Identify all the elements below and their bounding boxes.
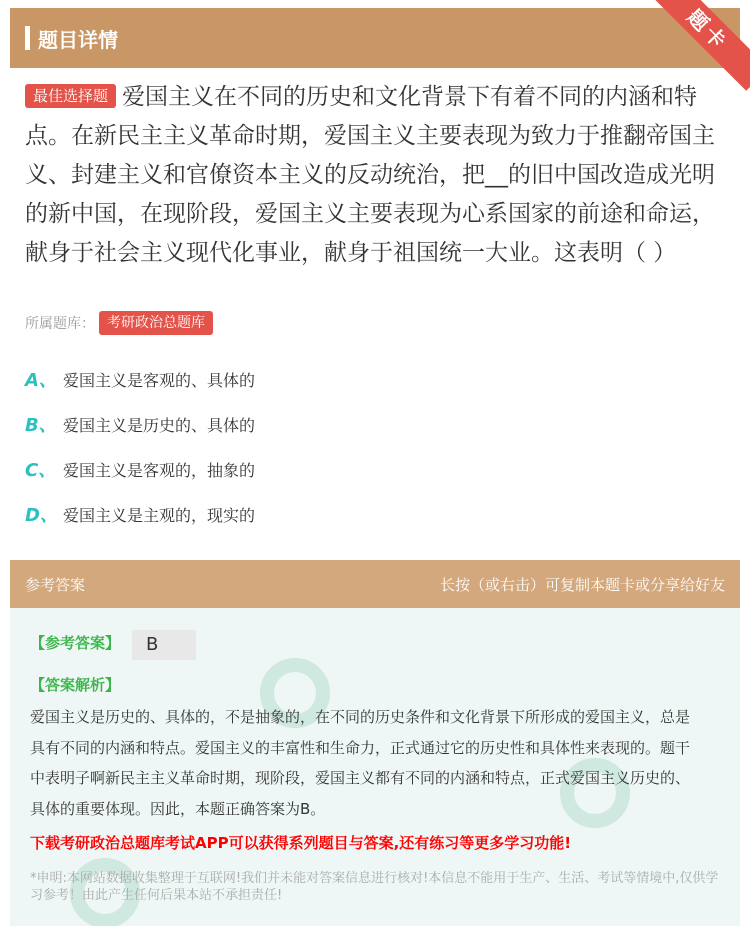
option-letter: A、: [25, 370, 57, 391]
answer-title: 参考答案: [25, 575, 86, 594]
header-accent: [25, 26, 30, 50]
analysis-label: 【答案解析】: [30, 676, 121, 694]
header-bar: [10, 8, 740, 68]
option-text: 爱国主义是客观的、具体的: [63, 370, 256, 390]
reference-answer-label: 【参考答案】: [30, 634, 121, 652]
question-text: [25, 78, 725, 273]
option-b[interactable]: [25, 411, 255, 437]
option-d[interactable]: [25, 501, 255, 527]
question-source: [25, 311, 219, 335]
question-body: 爱国主义在不同的历史和文化背景下有着不同的内涵和特点。在新民主主义革命时期，爱国主义主要表现为致力于推翻帝国主义、封建主义和官僚资本主义的反动统治，把__的旧中国改造成光明的新中国，在现阶段，爱国主义主要表现为心系国家的前途和命运，献身于社会主义现代化事业，献身于祖国统一大业。这表明（ ）: [25, 84, 715, 266]
app-promo[interactable]: 下载考研政治总题库考试APP可以获得系列题目与答案,还有练习等更多学习功能!: [30, 834, 572, 852]
answer-panel: [10, 608, 740, 926]
share-hint: 长按（或右击）可复制本题卡或分享给好友: [439, 575, 725, 594]
disclaimer: *申明:本网站数据收集整理于互联网!我们并未能对答案信息进行核对!本信息不能用于生产、生活、考试等情境中,仅供学习参考！由此产生任何后果本站不承担责任!: [30, 871, 719, 903]
option-letter: C、: [25, 460, 57, 481]
answer-header: [10, 560, 740, 608]
page-title: 题目详情: [38, 27, 118, 52]
option-c[interactable]: [25, 456, 255, 482]
option-letter: B、: [25, 415, 57, 436]
source-label: 所属题库：: [25, 316, 95, 332]
card-ribbon: 题卡: [647, 0, 750, 91]
option-text: 爱国主义是客观的，抽象的: [63, 460, 256, 480]
reference-answer-value: B: [132, 630, 196, 660]
option-a[interactable]: [25, 366, 255, 392]
analysis-text: 爱国主义是历史的、具体的，不是抽象的，在不同的历史条件和文化背景下所形成的爱国主义，总是具有不同的内涵和特点。爱国主义的丰富性和生命力，正式通过它的历史性和具体性来表现的。题干中表明子啊新民主主义革命时期，现阶段，爱国主义都有不同的内涵和特点，正式爱国主义历史的、具体的重要体现。因此，本题正确答案为B。: [30, 708, 691, 818]
question-type-badge: 最佳选择题: [25, 84, 116, 108]
option-letter: D、: [25, 505, 58, 526]
source-badge[interactable]: 考研政治总题库: [99, 311, 213, 335]
option-text: 爱国主义是历史的、具体的: [63, 415, 256, 435]
option-text: 爱国主义是主观的，现实的: [63, 505, 256, 525]
